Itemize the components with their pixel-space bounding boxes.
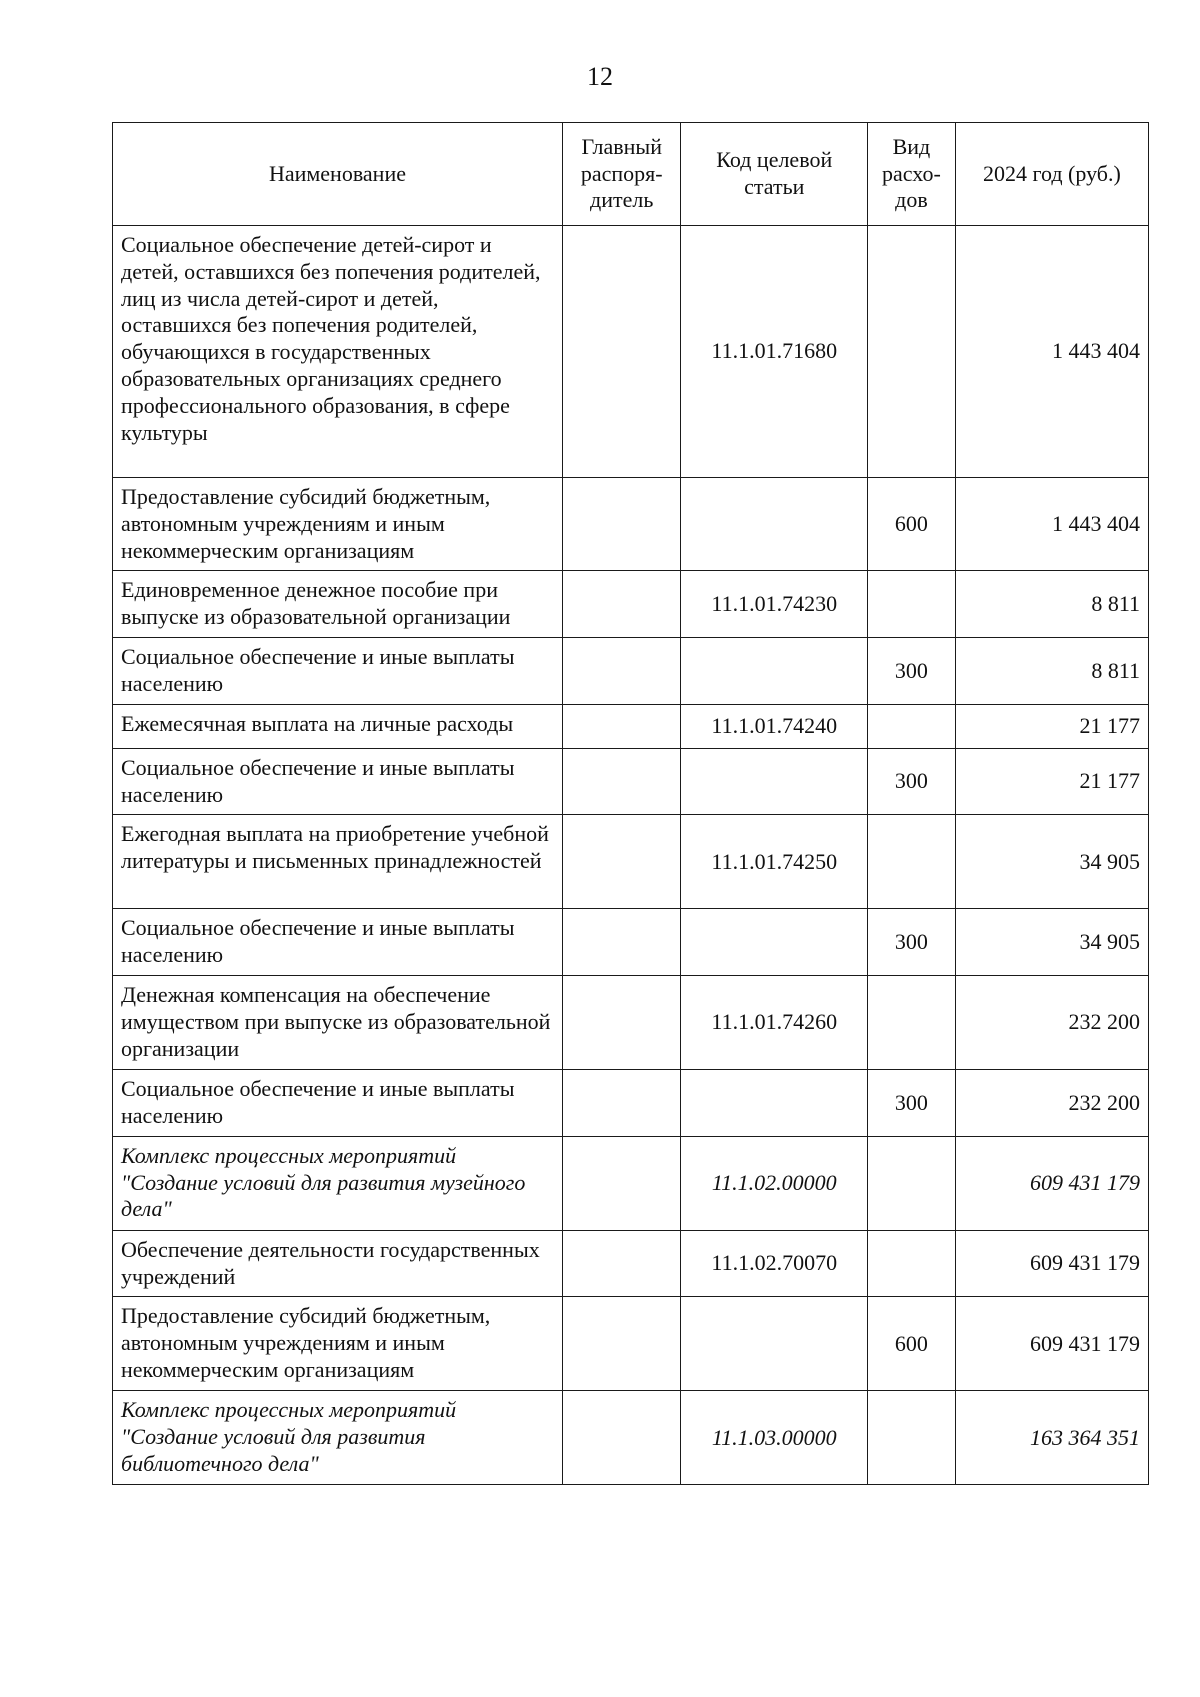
table-row — [113, 226, 1149, 478]
row-type-cell: 300 — [868, 638, 956, 705]
row-amount-cell: 609 431 179 — [955, 1136, 1148, 1230]
row-name-cell: Ежемесячная выплата на личные расходы — [113, 704, 563, 748]
table-row — [113, 1391, 1149, 1485]
row-name-cell: Единовременное денежное пособие при выпуске из образовательной организации — [113, 571, 563, 638]
page-number: 12 — [587, 62, 613, 91]
row-type-cell — [868, 976, 956, 1070]
budget-table — [112, 122, 1149, 1485]
row-name-cell: Комплекс процессных мероприятий "Создание условий для развития библиотечного дела" — [113, 1391, 563, 1485]
row-code-cell: 11.1.02.00000 — [681, 1136, 868, 1230]
row-distributor-cell — [562, 1391, 681, 1485]
row-type-cell — [868, 1230, 956, 1297]
row-amount-cell: 8 811 — [955, 638, 1148, 705]
row-code-cell: 11.1.03.00000 — [681, 1391, 868, 1485]
row-type-cell: 300 — [868, 748, 956, 815]
row-code-cell — [681, 638, 868, 705]
row-amount-cell: 609 431 179 — [955, 1230, 1148, 1297]
row-type-cell: 300 — [868, 909, 956, 976]
row-distributor-cell — [562, 638, 681, 705]
header-distributor: Главный распоря-дитель — [562, 123, 681, 226]
row-code-cell: 11.1.02.70070 — [681, 1230, 868, 1297]
table-row — [113, 1136, 1149, 1230]
table-row — [113, 704, 1149, 748]
row-distributor-cell — [562, 571, 681, 638]
table-row — [113, 1070, 1149, 1137]
row-type-cell: 600 — [868, 478, 956, 571]
table-row — [113, 571, 1149, 638]
row-code-cell: 11.1.01.74250 — [681, 815, 868, 909]
table-row — [113, 1230, 1149, 1297]
row-amount-cell: 21 177 — [955, 748, 1148, 815]
row-name-cell: Социальное обеспечение и иные выплаты населению — [113, 748, 563, 815]
row-code-cell: 11.1.01.74260 — [681, 976, 868, 1070]
row-type-cell — [868, 704, 956, 748]
row-name-cell: Социальное обеспечение детей-сирот и детей, оставшихся без попечения родителей, лиц из числа детей-сирот и детей, оставшихся без попечения родителей, обучающихся в государственных образовательных организациях среднего профессионального образования, в сфере культуры — [113, 226, 563, 478]
row-distributor-cell — [562, 1297, 681, 1391]
row-distributor-cell — [562, 226, 681, 478]
row-name-cell: Предоставление субсидий бюджетным, автономным учреждениям и иным некоммерческим организациям — [113, 478, 563, 571]
row-name-cell: Социальное обеспечение и иные выплаты населению — [113, 909, 563, 976]
header-name: Наименование — [113, 123, 563, 226]
row-name-cell: Предоставление субсидий бюджетным, автономным учреждениям и иным некоммерческим организациям — [113, 1297, 563, 1391]
table-row — [113, 638, 1149, 705]
row-type-cell — [868, 571, 956, 638]
row-type-cell — [868, 1391, 956, 1485]
row-amount-cell: 232 200 — [955, 1070, 1148, 1137]
row-distributor-cell — [562, 1230, 681, 1297]
row-distributor-cell — [562, 704, 681, 748]
row-code-cell: 11.1.01.74230 — [681, 571, 868, 638]
row-code-cell — [681, 1297, 868, 1391]
row-amount-cell: 609 431 179 — [955, 1297, 1148, 1391]
row-amount-cell: 34 905 — [955, 815, 1148, 909]
table-row — [113, 976, 1149, 1070]
table-row — [113, 815, 1149, 909]
row-amount-cell: 1 443 404 — [955, 478, 1148, 571]
header-code: Код целевой статьи — [681, 123, 868, 226]
row-code-cell — [681, 748, 868, 815]
row-distributor-cell — [562, 976, 681, 1070]
row-name-cell: Обеспечение деятельности государственных учреждений — [113, 1230, 563, 1297]
row-amount-cell: 21 177 — [955, 704, 1148, 748]
header-type: Вид расхо-дов — [868, 123, 956, 226]
row-amount-cell: 8 811 — [955, 571, 1148, 638]
row-type-cell: 600 — [868, 1297, 956, 1391]
row-type-cell: 300 — [868, 1070, 956, 1137]
row-code-cell — [681, 1070, 868, 1137]
row-type-cell — [868, 815, 956, 909]
row-amount-cell: 163 364 351 — [955, 1391, 1148, 1485]
header-amount: 2024 год (руб.) — [955, 123, 1148, 226]
row-distributor-cell — [562, 909, 681, 976]
row-distributor-cell — [562, 478, 681, 571]
table-header-row — [113, 123, 1149, 226]
row-code-cell: 11.1.01.71680 — [681, 226, 868, 478]
row-name-cell: Ежегодная выплата на приобретение учебной литературы и письменных принадлежностей — [113, 815, 563, 909]
row-code-cell — [681, 909, 868, 976]
row-name-cell: Комплекс процессных мероприятий "Создание условий для развития музейного дела" — [113, 1136, 563, 1230]
row-distributor-cell — [562, 1070, 681, 1137]
row-amount-cell: 1 443 404 — [955, 226, 1148, 478]
row-amount-cell: 232 200 — [955, 976, 1148, 1070]
row-distributor-cell — [562, 748, 681, 815]
row-name-cell: Социальное обеспечение и иные выплаты населению — [113, 1070, 563, 1137]
row-amount-cell: 34 905 — [955, 909, 1148, 976]
table-row — [113, 909, 1149, 976]
row-distributor-cell — [562, 1136, 681, 1230]
table-row — [113, 748, 1149, 815]
row-distributor-cell — [562, 815, 681, 909]
table-row — [113, 478, 1149, 571]
row-code-cell: 11.1.01.74240 — [681, 704, 868, 748]
row-code-cell — [681, 478, 868, 571]
row-name-cell: Денежная компенсация на обеспечение имуществом при выпуске из образовательной организации — [113, 976, 563, 1070]
row-name-cell: Социальное обеспечение и иные выплаты населению — [113, 638, 563, 705]
row-type-cell — [868, 1136, 956, 1230]
table-row — [113, 1297, 1149, 1391]
row-type-cell — [868, 226, 956, 478]
table-body — [113, 226, 1149, 1485]
